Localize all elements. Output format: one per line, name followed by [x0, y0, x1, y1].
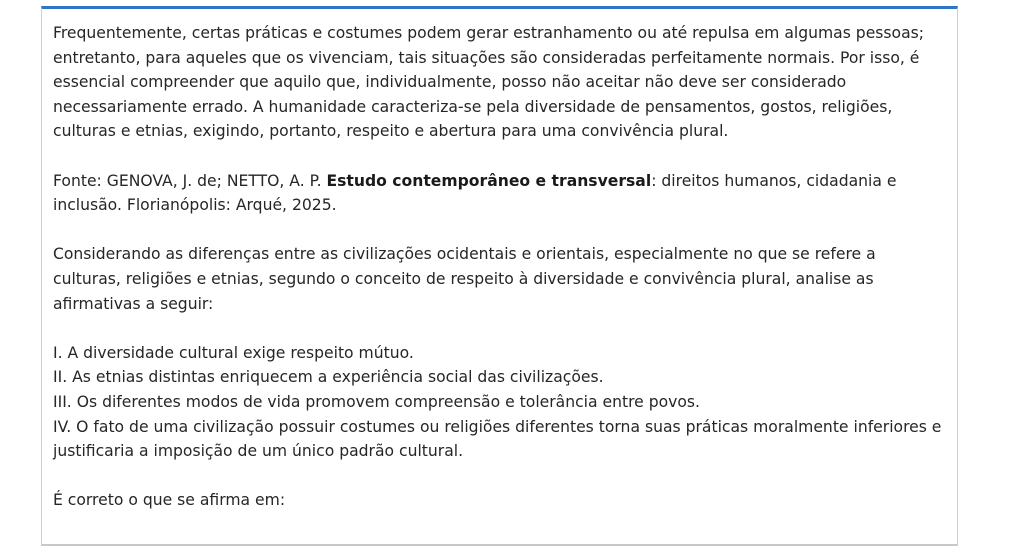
question-content — [53, 21, 943, 513]
statement-3: III. Os diferentes modos de vida promovem compreensão e tolerância entre povos. — [53, 392, 701, 411]
spacer — [53, 464, 943, 489]
intro-paragraph: Frequentemente, certas práticas e costumes podem gerar estranhamento ou até repulsa em algumas pessoas; entretanto, para aqueles que os vivenciam, tais situações são consideradas perfeitamente normais. Por isso, é essencial compreender que aquilo que, individualmente, posso não aceitar não deve ser considerado necessariamente errado. A humanidade caracteriza-se pela diversidade de pensamentos, gostos, religiões, culturas e etnias, exigindo, portanto, respeito e abertura para uma convivência plural. — [53, 24, 925, 141]
source-citation — [53, 169, 943, 218]
statement-2: II. As etnias distintas enriquecem a experiência social das civilizações. — [53, 368, 604, 387]
spacer — [53, 316, 943, 341]
statement-4: IV. O fato de uma civilização possuir costumes ou religiões diferentes torna suas práticas moralmente inferiores e justificaria a imposição de um único padrão cultural. — [53, 417, 942, 461]
spacer — [53, 144, 943, 169]
spacer — [53, 218, 943, 243]
question-panel — [41, 6, 958, 546]
statement-1: I. A diversidade cultural exige respeito mútuo. — [53, 343, 414, 362]
closing-question: É correto o que se afirma em: — [53, 491, 286, 510]
source-title: Estudo contemporâneo e transversal — [326, 171, 652, 190]
question-prompt: Considerando as diferenças entre as civilizações ocidentais e orientais, especialmente no que se refere a culturas, religiões e etnias, segundo o conceito de respeito à diversidade e convivência plural, analise as afirmativas a seguir: — [53, 245, 876, 313]
source-suffix: : direitos humanos, cidadania e inclusão. Florianópolis: Arqué, 2025. — [53, 171, 897, 215]
source-prefix: Fonte: GENOVA, J. de; NETTO, A. P. — [53, 171, 327, 190]
